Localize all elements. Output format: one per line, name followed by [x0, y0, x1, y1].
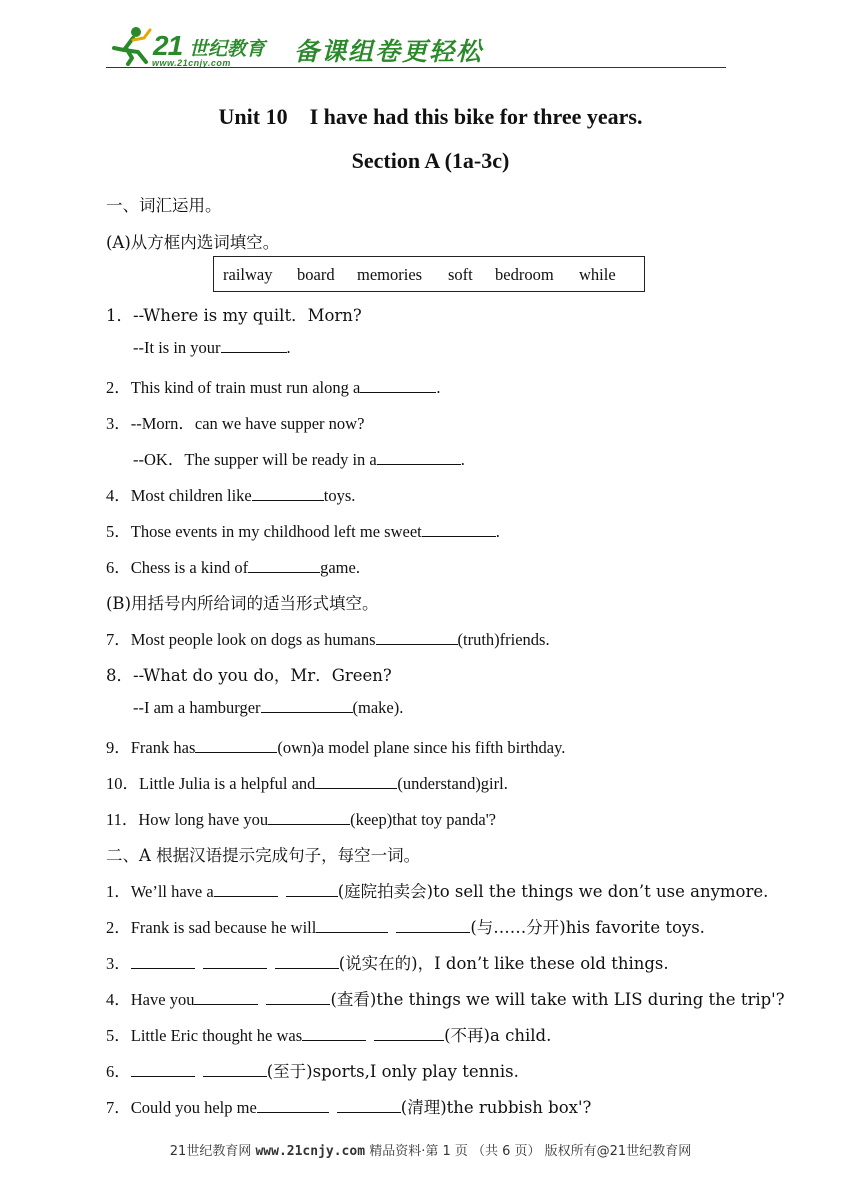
question-2: 2．This kind of train must run along a .: [106, 378, 441, 397]
translation-4: 4．Have you (查看)the things we will take with LIS during the trip'?: [106, 990, 785, 1009]
answer-blank[interactable]: [268, 810, 350, 825]
sectionA-heading: (A)从方框内选词填空。: [106, 233, 280, 252]
question-10: 10．Little Julia is a helpful and (understand)girl.: [106, 774, 508, 793]
question-8-answer-line: --I am a hamburger (make).: [133, 698, 404, 717]
question-7: 7．Most people look on dogs as humans (truth)friends.: [106, 630, 550, 649]
translation-6: 6． (至于)sports,I only play tennis.: [106, 1062, 519, 1081]
footer-site: 21世纪教育网: [169, 1144, 252, 1159]
question-3: 3．--Morn．can we have supper now?: [106, 414, 365, 433]
answer-blank[interactable]: [203, 1062, 267, 1077]
question-11: 11．How long have you (keep)that toy panda'?: [106, 810, 496, 829]
word-option: bedroom: [495, 265, 554, 284]
header-divider: [106, 67, 726, 68]
answer-blank[interactable]: [248, 558, 320, 573]
answer-blank[interactable]: [261, 698, 353, 713]
part2-heading: 二、A 根据汉语提示完成句子，每空一词。: [106, 846, 421, 865]
word-option: memories: [357, 265, 423, 284]
answer-blank[interactable]: [377, 450, 461, 465]
page-title: Unit 10 I have had this bike for three years.: [218, 104, 643, 129]
question-1-answer-line: --It is in your .: [133, 338, 291, 357]
question-5: 5．Those events in my childhood left me sweet .: [106, 522, 500, 541]
translation-3: 3． (说实在的)，I don’t like these old things.: [106, 954, 669, 973]
answer-blank[interactable]: [194, 990, 258, 1005]
answer-blank[interactable]: [337, 1098, 401, 1113]
word-option: railway: [223, 265, 273, 284]
answer-blank[interactable]: [195, 738, 277, 753]
word-option: soft: [448, 265, 473, 284]
logo-name: 世纪教育: [189, 38, 266, 60]
question-8: 8．--What do you do，Mr．Green?: [106, 666, 392, 685]
page-header: [106, 24, 728, 72]
answer-blank[interactable]: [203, 954, 267, 969]
answer-blank[interactable]: [221, 338, 287, 353]
page-subtitle: Section A (1a-3c): [351, 148, 510, 173]
answer-blank[interactable]: [252, 486, 324, 501]
answer-blank[interactable]: [316, 918, 388, 933]
answer-blank[interactable]: [374, 1026, 444, 1041]
word-box: [213, 256, 645, 292]
question-3-answer-line: --OK．The supper will be ready in a .: [133, 450, 465, 469]
footer-url[interactable]: www.21cnjy.com: [255, 1144, 366, 1159]
word-option: board: [297, 265, 335, 284]
page-footer: [0, 1140, 861, 1159]
logo-url: www.21cnjy.com: [152, 58, 231, 68]
answer-blank[interactable]: [315, 774, 397, 789]
logo-number: 21: [153, 30, 183, 61]
question-4: 4．Most children like toys.: [106, 486, 356, 505]
answer-blank[interactable]: [286, 882, 338, 897]
answer-blank[interactable]: [131, 954, 195, 969]
answer-blank[interactable]: [396, 918, 470, 933]
question-6: 6．Chess is a kind of game.: [106, 558, 360, 577]
word-option: while: [579, 265, 616, 284]
translation-1: 1．We’ll have a (庭院拍卖会)to sell the things we don’t use anymore.: [106, 882, 769, 901]
sectionB-heading: (B)用括号内所给词的适当形式填空。: [106, 594, 379, 613]
answer-blank[interactable]: [422, 522, 496, 537]
answer-blank[interactable]: [257, 1098, 329, 1113]
answer-blank[interactable]: [302, 1026, 366, 1041]
answer-blank[interactable]: [376, 630, 458, 645]
part1-heading: 一、词汇运用。: [106, 196, 222, 215]
answer-blank[interactable]: [360, 378, 436, 393]
header-slogan: 备课组卷更轻松: [294, 37, 484, 66]
runner-logo-icon: [106, 24, 156, 66]
answer-blank[interactable]: [266, 990, 330, 1005]
question-9: 9．Frank has (own)a model plane since his fifth birthday.: [106, 738, 566, 757]
translation-2: 2．Frank is sad because he will (与……分开)his favorite toys.: [106, 918, 705, 937]
answer-blank[interactable]: [214, 882, 278, 897]
question-1: 1．--Where is my quilt．Morn?: [106, 306, 362, 325]
translation-7: 7．Could you help me (清理)the rubbish box'?: [106, 1098, 592, 1117]
translation-5: 5．Little Eric thought he was (不再)a child.: [106, 1026, 552, 1045]
answer-blank[interactable]: [131, 1062, 195, 1077]
footer-copyright: 精品资料·第 1 页 （共 6 页） 版权所有@21世纪教育网: [369, 1144, 692, 1159]
answer-blank[interactable]: [275, 954, 339, 969]
